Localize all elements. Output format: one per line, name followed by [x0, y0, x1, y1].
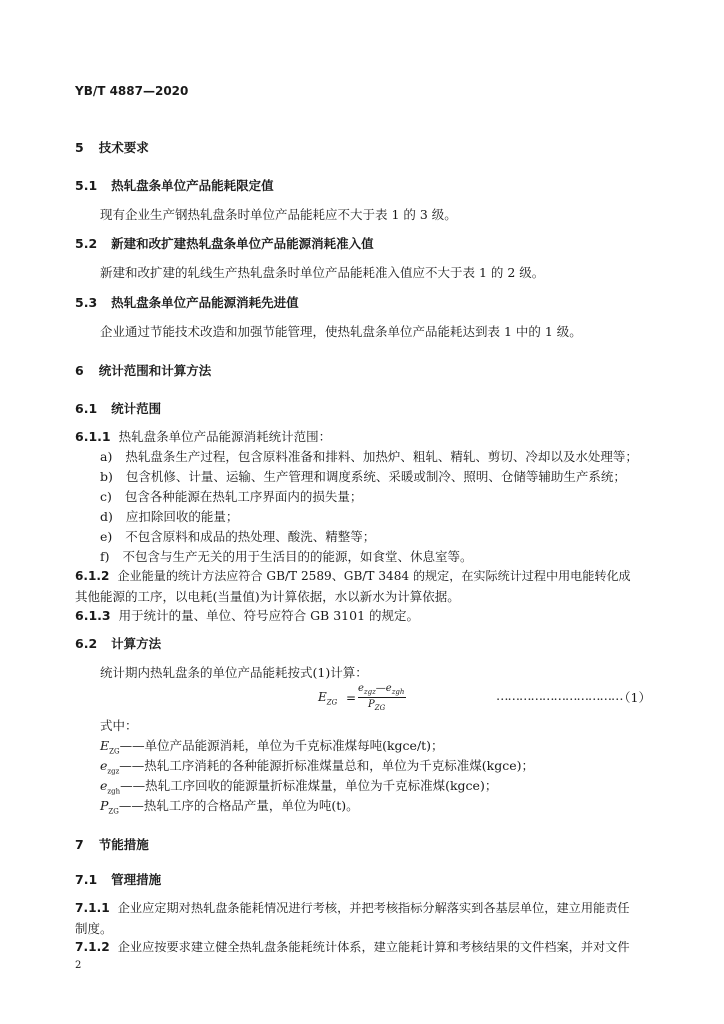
clause-number: 6.1.1: [75, 429, 111, 444]
definition-text: ——单位产品能源消耗，单位为千克标准煤每吨(kgce/t)；: [119, 738, 444, 753]
list-text: 不包含与生产无关的用于生活目的的能源，如食堂、休息室等。: [122, 549, 473, 564]
definition-text: ——热轧工序的合格品产量，单位为吨(t)。: [118, 798, 359, 813]
section-title: 节能措施: [98, 837, 149, 852]
list-item: [100, 487, 362, 505]
formula-denominator: $P_{ZG}$: [368, 699, 386, 712]
section-7-heading: [75, 835, 149, 853]
section-5-3-heading: [75, 293, 299, 311]
section-number: 5.2: [75, 236, 98, 251]
section-number: 5: [75, 140, 84, 155]
clause-number: 7.1.1: [75, 901, 110, 915]
clause-text-line1: 企业能量的统计方法应符合 GB/T 2589、GB/T 3484 的规定，在实际统计过程中用电能转化成: [117, 569, 631, 583]
clause-text: 热轧盘条单位产品能源消耗统计范围：: [118, 429, 332, 444]
symbol: E: [100, 738, 110, 753]
symbol: e: [100, 758, 108, 773]
section-title: 热轧盘条单位产品能耗限定值: [111, 178, 274, 193]
clause-7-1-1-line2: 制度。: [75, 921, 113, 936]
fraction-bar: [358, 697, 406, 698]
symbol: e: [100, 778, 108, 793]
clause-6-1-1: [75, 427, 331, 445]
definition-text: ——热轧工序消耗的各种能源折标准煤量总和，单位为千克标准煤(kgce)；: [119, 758, 534, 773]
list-label: a): [100, 449, 113, 464]
list-text: 应扣除回收的能量；: [125, 509, 239, 524]
definition-text: ——热轧工序回收的能源量折标准煤量，单位为千克标准煤(kgce)；: [120, 778, 498, 793]
section-number: 6: [75, 363, 84, 378]
list-text: 不包含原料和成品的热处理、酸洗、精整等；: [125, 529, 376, 544]
list-label: e): [100, 529, 113, 544]
list-item: [100, 467, 626, 485]
section-6-1-heading: [75, 399, 161, 417]
where-label: 式中：: [100, 718, 138, 733]
list-item: [100, 547, 473, 565]
clause-7-1-1: [75, 899, 630, 916]
section-number: 5.3: [75, 295, 98, 310]
section-5-1-heading: [75, 176, 274, 194]
list-label: b): [100, 469, 113, 484]
list-text: 热轧盘条生产过程，包含原料准备和排料、加热炉、粗轧、精轧、剪切、冷却以及水处理等；: [125, 449, 638, 464]
list-text: 包含各种能源在热轧工序界面内的损失量；: [124, 489, 363, 504]
equation-number: （1）: [618, 690, 651, 705]
list-item: [100, 447, 638, 465]
list-item: [100, 507, 238, 525]
clause-7-1-2: [75, 938, 630, 955]
symbol-definition: $P_{ZG}——$热轧工序的合格品产量，单位为吨(t)。: [100, 798, 359, 816]
formula-numerator: $e_{zgz}—e_{zgh}$: [358, 683, 405, 696]
section-title: 管理措施: [111, 872, 162, 887]
list-text: 包含机修、计量、运输、生产管理和调度系统、采暖或制冷、照明、仓储等辅助生产系统；: [125, 469, 626, 484]
clause-6-1-3: [75, 606, 419, 624]
section-7-1-heading: [75, 870, 161, 888]
section-title: 计算方法: [111, 636, 162, 651]
list-label: f): [100, 549, 110, 564]
section-number: 5.1: [75, 178, 98, 193]
section-title: 统计范围: [111, 401, 162, 416]
list-label: d): [100, 509, 113, 524]
symbol-definition: $e_{zgz}——$热轧工序消耗的各种能源折标准煤量总和，单位为千克标准煤(kgce)；: [100, 758, 534, 776]
section-number: 7.1: [75, 872, 98, 887]
section-5-heading: [75, 138, 149, 156]
section-6-2-heading: [75, 634, 161, 652]
standard-code: YB/T 4887—2020: [75, 84, 189, 98]
clause-text: 用于统计的量、单位、符号应符合 GB 3101 的规定。: [118, 608, 419, 623]
section-number: 7: [75, 837, 84, 852]
section-title: 新建和改扩建热轧盘条单位产品能源消耗准入值: [111, 236, 374, 251]
section-title: 统计范围和计算方法: [98, 363, 212, 378]
section-6-heading: [75, 361, 211, 379]
section-5-3-text: 企业通过节能技术改造和加强节能管理，使热轧盘条单位产品能耗达到表 1 中的 1 级。: [100, 324, 582, 339]
symbol-definition: $e_{zgh}——$热轧工序回收的能源量折标准煤量，单位为千克标准煤(kgce)；: [100, 778, 498, 796]
clause-6-1-2: [75, 567, 631, 584]
section-title: 热轧盘条单位产品能源消耗先进值: [111, 295, 299, 310]
list-label: c): [100, 489, 112, 504]
clause-text-line1: 企业应按要求建立健全热轧盘条能耗统计体系，建立能耗计算和考核结果的文件档案，并对文件: [117, 940, 630, 954]
section-title: 技术要求: [98, 140, 149, 155]
list-item: [100, 527, 375, 545]
section-5-2-heading: [75, 234, 374, 252]
clause-text-line1: 企业应定期对热轧盘条能耗情况进行考核，并把考核指标分解落实到各基层单位，建立用能责任: [117, 901, 630, 915]
section-number: 6.1: [75, 401, 98, 416]
formula-lhs: $E_{ZG}$: [318, 690, 338, 707]
formula-leader-dots: ……………………………: [496, 688, 623, 703]
clause-number: 7.1.2: [75, 940, 110, 954]
symbol-definition: $E_{ZG}——$单位产品能源消耗，单位为千克标准煤每吨(kgce/t)；: [100, 738, 444, 756]
clause-number: 6.1.3: [75, 608, 111, 623]
symbol: P: [100, 798, 109, 813]
clause-6-1-2-line2: 其他能源的工序，以电耗(当量值)为计算依据，水以新水为计算依据。: [75, 589, 460, 604]
clause-number: 6.1.2: [75, 569, 110, 583]
formula-intro: 统计期内热轧盘条的单位产品能耗按式(1)计算：: [100, 665, 368, 680]
section-5-2-text: 新建和改扩建的轧线生产热轧盘条时单位产品能耗准入值应不大于表 1 的 2 级。: [100, 265, 545, 280]
formula: $E_{ZG}$ = $e_{zgz}—e_{zgh}$ $P_{ZG}$: [318, 683, 405, 712]
page-number: 2: [75, 960, 82, 971]
section-5-1-text: 现有企业生产钢热轧盘条时单位产品能耗应不大于表 1 的 3 级。: [100, 207, 457, 222]
section-number: 6.2: [75, 636, 98, 651]
